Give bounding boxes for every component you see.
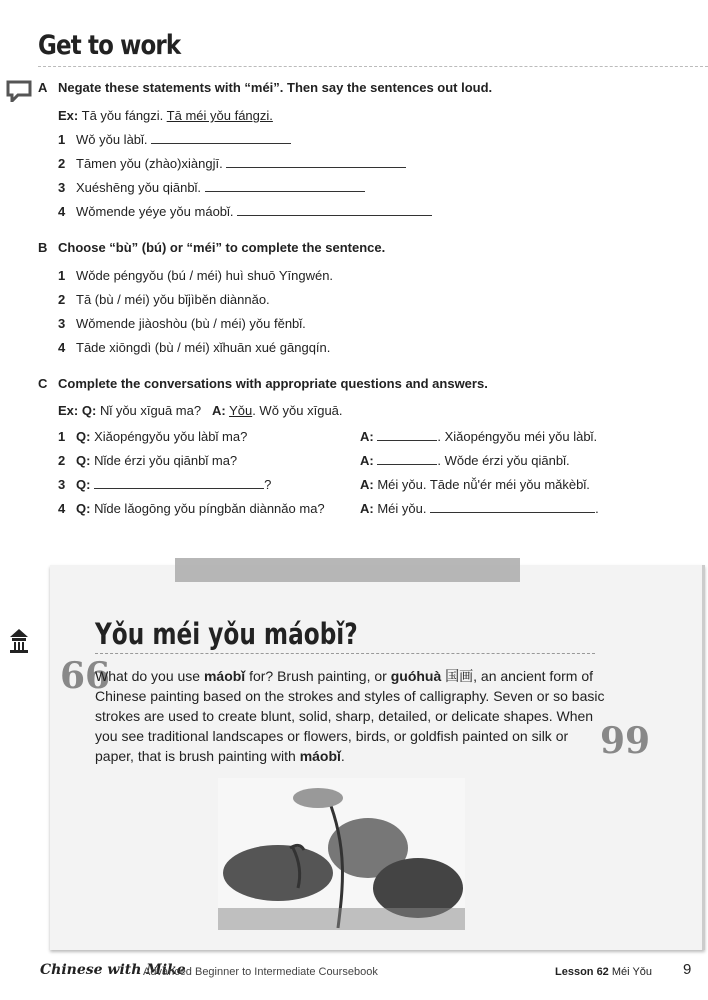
section-c-example: Ex: Q: Nǐ yǒu xīguā ma? A: Yǒu. Wǒ yǒu xīguā. <box>58 403 343 418</box>
divider <box>38 66 708 67</box>
answer-blank[interactable] <box>377 453 437 465</box>
open-quote-icon: 66 <box>60 655 111 697</box>
section-b-item: 4 Tāde xiōngdì (bù / méi) xǐhuān xué gāngqín. <box>58 340 331 355</box>
tape-decoration <box>175 558 520 582</box>
section-c-instruction: C Complete the conversations with appropriate questions and answers. <box>38 376 488 391</box>
page-heading: Get to work <box>38 30 181 61</box>
answer-blank[interactable] <box>377 429 437 441</box>
close-quote-icon: 99 <box>600 720 651 762</box>
section-c-question: 3 Q: ? <box>58 477 272 492</box>
culture-title: Yǒu méi yǒu máobǐ? <box>95 617 358 651</box>
section-a-item: 3 Xuéshēng yǒu qiānbǐ. <box>58 180 365 195</box>
section-c-question: 1 Q: Xiǎopéngyǒu yǒu làbǐ ma? <box>58 429 248 444</box>
speech-bubble-icon <box>6 80 32 102</box>
section-c-question: 2 Q: Nǐde érzi yǒu qiānbǐ ma? <box>58 453 238 468</box>
section-c-answer: A: Méi yǒu. Tāde nǚ'ér méi yǒu mǎkèbǐ. <box>360 477 590 492</box>
section-a-item: 2 Tāmen yǒu (zhào)xiàngjī. <box>58 156 406 171</box>
lesson-label: Lesson 62 Méi Yǒu <box>555 966 653 978</box>
answer-blank[interactable] <box>151 132 291 144</box>
culture-paragraph: What do you use máobǐ for? Brush painting, or guóhuà 国画, an ancient form of Chinese painting based on the strokes and styles of calligraphy. Seven or so basic strokes are used to create blunt, solid, sharp, detailed, or delicate shapes. When you see traditional landscapes or flowers, birds, or goldfish painted on silk or paper, that is brush painting with máobǐ. <box>95 668 605 764</box>
answer-blank[interactable] <box>226 156 406 168</box>
answer-blank[interactable] <box>430 501 595 513</box>
page-number: 9 <box>683 961 692 978</box>
section-b-item: 3 Wǒmende jiàoshòu (bù / méi) yǒu fěnbǐ. <box>58 316 306 331</box>
section-c-answer: A: . Xiǎopéngyǒu méi yǒu làbǐ. <box>360 429 598 444</box>
section-a-item: 4 Wǒmende yéye yǒu máobǐ. <box>58 204 432 219</box>
section-c-answer: A: Méi yǒu. . <box>360 501 599 516</box>
answer-blank[interactable] <box>237 204 432 216</box>
section-a-instruction: A Negate these statements with “méi”. Then say the sentences out loud. <box>38 80 493 95</box>
brush-painting-image <box>218 778 465 930</box>
section-b-instruction: B Choose “bù” (bú) or “méi” to complete the sentence. <box>38 240 386 255</box>
question-blank[interactable] <box>94 477 264 489</box>
section-a-example: Ex: Tā yǒu fángzi. Tā méi yǒu fángzi. <box>58 108 273 123</box>
section-b-item: 2 Tā (bù / méi) yǒu bǐjìběn diànnǎo. <box>58 292 270 307</box>
pagoda-icon <box>8 628 30 654</box>
brand-logo: Chinese with Mike <box>40 962 186 978</box>
section-a-item: 1 Wǒ yǒu làbǐ. <box>58 132 291 147</box>
section-b-item: 1 Wǒde péngyǒu (bú / méi) huì shuō Yīngwén. <box>58 268 334 283</box>
divider <box>95 653 595 654</box>
section-c-question: 4 Q: Nǐde lǎogōng yǒu píngbǎn diànnǎo ma? <box>58 501 325 516</box>
section-c-answer: A: . Wǒde érzi yǒu qiānbǐ. <box>360 453 570 468</box>
answer-blank[interactable] <box>205 180 365 192</box>
book-subtitle: Advanced Beginner to Intermediate Coursebook <box>143 966 378 978</box>
